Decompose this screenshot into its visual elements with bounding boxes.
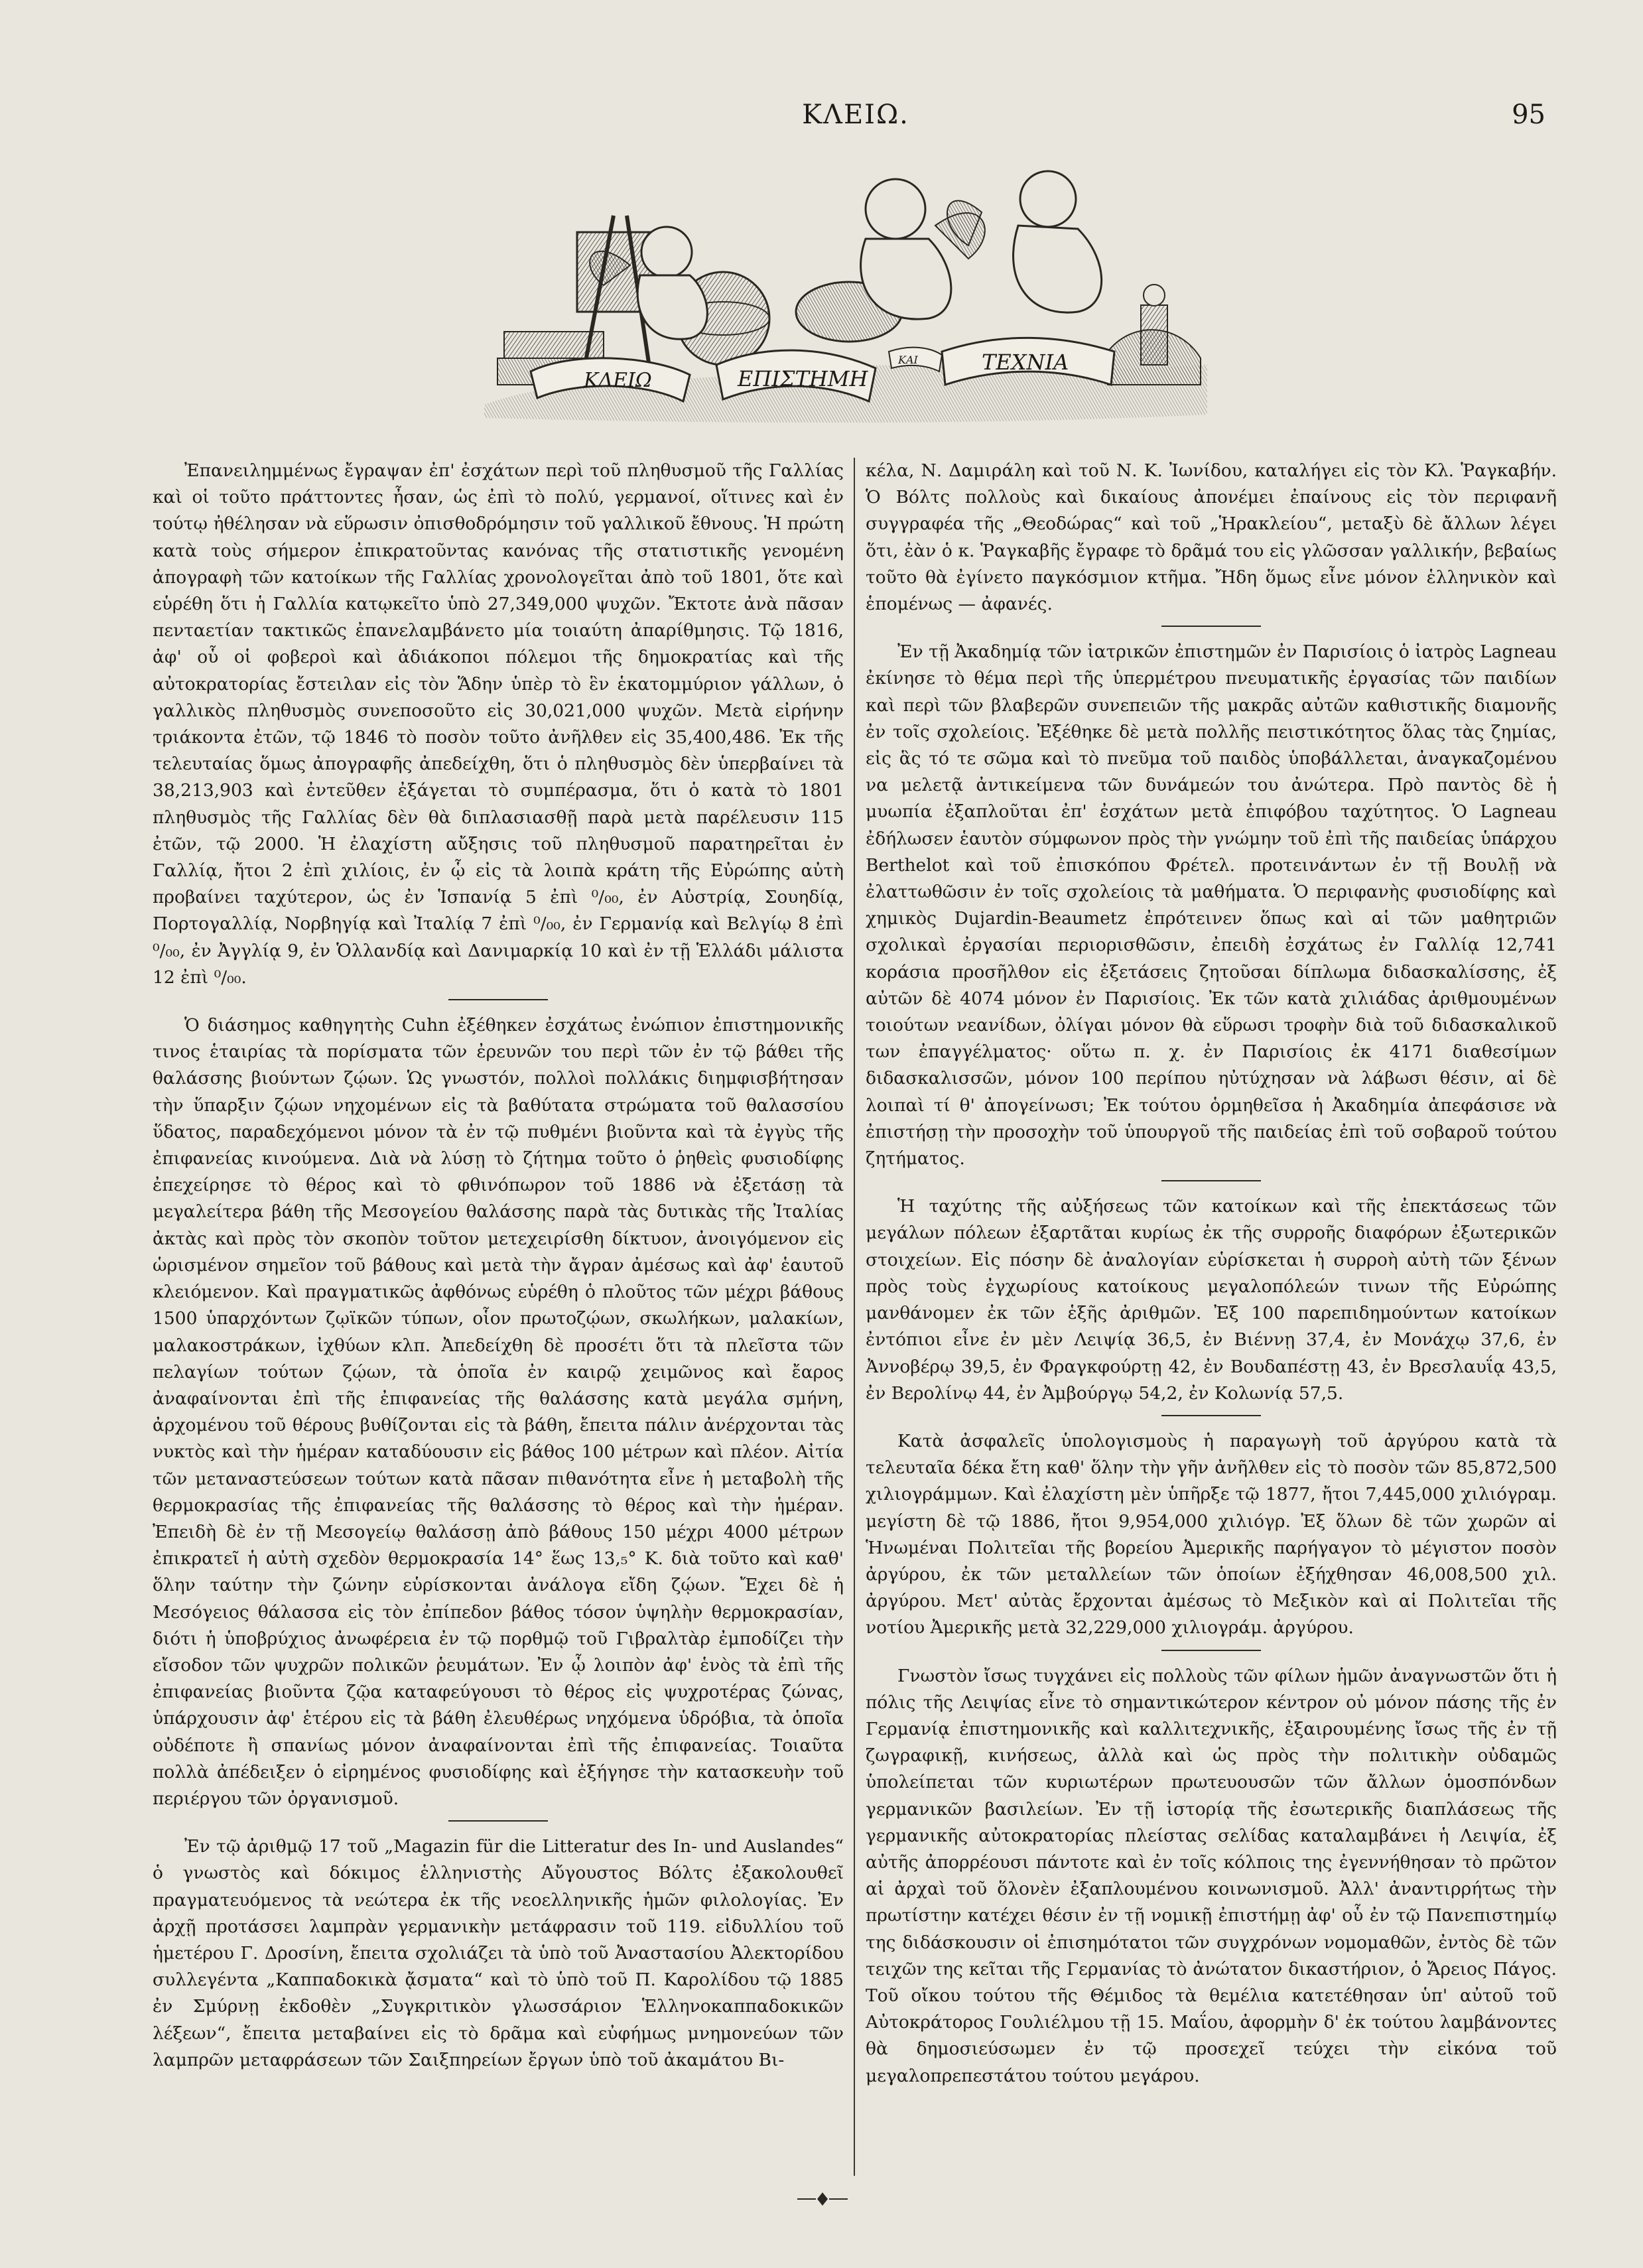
- article-boltz-continued: κέλα, Ν. Δαμιράλη καὶ τοῦ Ν. Κ. Ἰωνίδου, καταλήγει εἰς τὸν Κλ. Ῥαγκαβήν. Ὁ Βόλτς πολλοὺς καὶ δικαίους ἀπονέμει ἐπαίνους εἰς τὸν περιφανῆ συγγραφέα τῆς „Θεοδώρας“ καὶ τοῦ „Ἡρακλείου“, μεταξὺ δὲ ἄλλων λέγει ὅτι, ἐὰν ὁ κ. Ῥαγκαβῆς ἔγραφε τὸ δρᾶμά του εἰς γλῶσσαν γαλλικήν, βεβαίως τοῦτο θὰ ἐγίνετο παγκόσμιον κτῆμα. Ἤδη ὅμως εἶνε μόνον ἑλληνικὸν καὶ ἑπομένως — ἀφανές.: [866, 460, 1557, 615]
- article-school-overwork: Ἐν τῇ Ἀκαδημίᾳ τῶν ἰατρικῶν ἐπιστημῶν ἐν Παρισίοις ὁ ἰατρὸς Lagneau ἐκίνησε τὸ θέμα περὶ τῆς ὑπερμέτρου πνευματικῆς ἐργασίας τῶν παιδίων καὶ περὶ τῶν βλαβερῶν συνεπειῶν τῆς μακρᾶς αὐτῶν καθιστικῆς διαμονῆς ἐν τοῖς σχολείοις. Ἐξέθηκε δὲ μετὰ πολλῆς πειστικότητος ὅλας τὰς ζημίας, εἰς ἃς τό τε σῶμα καὶ τὸ πνεῦμα τοῦ παιδὸς ὑποβάλλεται, ἀναγκαζομένου να μελετᾷ ἀντικείμενα τῶν δυνάμεών του ἀνώτερα. Πρὸ παντὸς δὲ ἡ μυωπία ἐξαπλοῦται ἐπ' ἐσχάτων μετὰ ἐπιφόβου ταχύτητος. Ὁ Lagneau ἐδήλωσεν ἑαυτὸν σύμφωνον πρὸς τὴν γνώμην τοῦ ἐπὶ τῆς παιδείας ὑπάρχου Berthelot καὶ τοῦ ἐπισκόπου Φρέτελ. προτεινάντων ἐν τῇ Βουλῇ νὰ ἐλαττωθῶσιν ἐν τοῖς σχολείοις τὰ μαθήματα. Ὁ περιφανὴς φυσιοδίφης καὶ χημικὸς Dujardin-Beaumetz ἐπρότεινεν ὅπως καὶ αἱ τῶν μαθητριῶν σχολικαὶ ἐργασίαι περιορισθῶσιν, ἐπειδὴ ἐσχάτως ἐν Γαλλίᾳ 12,741 κοράσια προσῆλθον εἰς ἐξετάσεις ζητοῦσαι δίπλωμα διδασκαλίσσης, ἐξ αὐτῶν δὲ 4074 μόνον ἐν Παρισίοις. Ἐκ τῶν κατὰ χιλιάδας ἀριθμουμένων τοιούτων νεανίδων, ὀλίγαι μόνον θὰ εὕρωσι τροφὴν διὰ τοῦ διδασκαλικοῦ των ἐπαγγέλματος· οὕτω π. χ. ἐν Παρισίοις ἐκ 4171 διαθεσίμων διδασκαλισσῶν, μόνον 100 περίπου ηὐτύχησαν νὰ λάβωσι θέσιν, αἱ δὲ λοιπαὶ τί θ' ἀπογείνωσι; Ἐκ τούτου ὁρμηθεῖσα ἡ Ἀκαδημία ἀπεφάσισε νὰ ἐπιστήσῃ τὴν προσοχὴν τοῦ ὑπουργοῦ τῆς παιδείας ἐπὶ τοῦ σοβαροῦ τούτου ζητήματος.: [866, 641, 1557, 1169]
- article-separator: [1161, 1180, 1261, 1181]
- article-separator: [1161, 1650, 1261, 1651]
- article-separator: [448, 1820, 548, 1822]
- column-divider: [854, 458, 855, 2176]
- ribbon-text-kleio: ΚΛΕΙΩ: [584, 369, 652, 392]
- article-deep-sea-fauna: Ὁ διάσημος καθηγητὴς Cuhn ἐξέθηκεν ἐσχάτως ἐνώπιον ἐπιστημονικῆς τινος ἑταιρίας τὰ πορίσματα τῶν ἐρευνῶν του περὶ τῶν ἐν τῷ βάθει τῆς θαλάσσης βιούντων ζῴων. Ὡς γνωστόν, πολλοὶ πολλάκις διημφισβήτησαν τὴν ὕπαρξιν ζῴων νηχομένων εἰς τὰ βαθύτατα στρώματα τοῦ θαλασσίου ὕδατος, παραδεχόμενοι μόνον τὰ ἐν τῷ πυθμένι βιοῦντα καὶ τὰ ἐγγὺς τῆς ἐπιφανείας κινούμενα. Διὰ νὰ λύσῃ τὸ ζήτημα τοῦτο ὁ ῥηθεὶς φυσιοδίφης ἐπεχείρησε τὸ θέρος καὶ τὸ φθινόπωρον τοῦ 1886 νὰ ἐξετάσῃ τὰ μεγαλείτερα βάθη τῆς Μεσογείου θαλάσσης παρὰ τὰς δυτικὰς τῆς Ἰταλίας ἀκτὰς καὶ πρὸς τὸν σκοπὸν τοῦτον μετεχειρίσθη δίκτυον, ἀνοιγόμενον εἰς ὡρισμένον σημεῖον τοῦ βάθους καὶ μετὰ τὴν ἄγραν ἀμέσως καὶ ἀφ' ἑαυτοῦ κλειόμενον. Καὶ πραγματικῶς ἀφθόνως εὑρέθη ὁ πλοῦτος τῶν μέχρι βάθους 1500 ὑπαρχόντων ζῳϊκῶν τύπων, οἷον πρωτοζῴων, σκωλήκων, μαλακίων, μαλακοστράκων, ἰχθύων κλπ. Ἀπεδείχθη δὲ προσέτι ὅτι τὰ πλεῖστα τῶν πελαγίων τούτων ζῴων, τὰ ὁποῖα ἐν καιρῷ χειμῶνος καὶ ἔαρος ἀναφαίνονται ἐπὶ τῆς ἐπιφανείας τῆς θαλάσσης κατὰ μεγάλα σμήνη, ἀρχομένου τοῦ θέρους βυθίζονται εἰς τὰ βάθη, ἔπειτα πάλιν ἀνέρχονται τὰς νυκτὸς καὶ τὴν ἡμέραν καταδύουσιν εἰς βάθος 100 μέτρων καὶ πλέον. Αἰτία τῶν μεταναστεύσεων τούτων κατὰ πᾶσαν πιθανότητα εἶνε ἡ μεταβολὴ τῆς θερμοκρασίας τῆς ἐπιφανείας τῆς θαλάσσης τὸ θέρος καὶ τὴν ἡμέραν. Ἐπειδὴ δὲ ἐν τῇ Μεσογείῳ θαλάσσῃ ἀπὸ βάθους 150 μέχρι 4000 μέτρων ἐπικρατεῖ ἡ αὐτὴ σχεδὸν θερμοκρασία 14° ἕως 13,₅° Κ. διὰ τοῦτο καὶ καθ' ὅλην ταύτην τὴν ζώνην εὑρίσκονται ἀνάλογα εἴδη ζῴων. Ἔχει δὲ ἡ Μεσόγειος θάλασσα εἰς τὸν ἐπίπεδον βάθος τόσον ὑψηλὴν θερμοκρασίαν, διότι ἡ ὑποβρύχιος ἀνωφέρεια ἐν τῷ πορθμῷ τοῦ Γιβραλτὰρ ἐμποδίζει τὴν εἴσοδον τῶν ψυχρῶν πολικῶν ῥευμάτων. Ἐν ᾧ λοιπὸν ἀφ' ἑνὸς τὰ ἐπὶ τῆς ἐπιφανείας βιοῦντα ζῷα καταφεύγουσι τὸ θέρος εἰς ψυχροτέρας ζώνας, ὑπάρχουσιν ἀφ' ἑτέρου εἰς τὰ βάθη ἐλευθέρως νηχόμενα ὑδρόβια, τὰ ὁποῖα οὐδέποτε ἢ σπανίως μόνον ἀναφαίνονται ἐπὶ τῆς ἐπιφανείας. Τοιαῦτα πολλὰ ἀπέδειξεν ὁ εἰρημένος φυσιοδίφης καὶ ἐξήγησε τὴν κατασκευὴν τοῦ περιέργου τῶν ὀργανισμοῦ.: [153, 1015, 844, 1809]
- article-silver-production: Κατὰ ἀσφαλεῖς ὑπολογισμοὺς ἡ παραγωγὴ τοῦ ἀργύρου κατὰ τὰ τελευταῖα δέκα ἔτη καθ' ὅλην τὴν γῆν ἀνῆλθεν εἰς τὸ ποσὸν τῶν 85,872,500 χιλιογράμμων. Καὶ ἐλαχίστη μὲν ὑπῆρξε τῷ 1877, ἤτοι 7,445,000 χιλιόγραμ. μεγίστη δὲ τῷ 1886, ἤτοι 9,954,000 χιλιόγρ. Ἐξ ὅλων δὲ τῶν χωρῶν αἱ Ἡνωμέναι Πολιτεῖαι τῆς βορείου Ἀμερικῆς παρήγαγον τὸ μέγιστον ποσὸν ἀργύρου, ἐκ τῶν μεταλλείων τῶν ὁποίων ἐξήχθησαν 46,008,500 χιλ. ἀργύρου. Μετ' αὐτὰς ἔρχονται ἀμέσως τὸ Μεξικὸν καὶ αἱ Πολιτεῖαι τῆς νοτίου Ἀμερικῆς μετὰ 32,229,000 χιλιογράμ. ἀργύρου.: [866, 1430, 1557, 1638]
- article-city-growth: Ἡ ταχύτης τῆς αὐξήσεως τῶν κατοίκων καὶ τῆς ἐπεκτάσεως τῶν μεγάλων πόλεων ἐξαρτᾶται κυρίως ἐκ τῆς συρροῆς διαφόρων ἐξωτερικῶν στοιχείων. Εἰς πόσην δὲ ἀναλογίαν εὑρίσκεται ἡ συρροὴ αὐτὴ τῶν ξένων πρὸς τοὺς ἐγχωρίους κατοίκους μεγαλοπόλεών τινων τῆς Εὐρώπης μανθάνομεν ἐκ τῶν ἑξῆς ἀριθμῶν. Ἐξ 100 παρεπιδημούντων κατοίκων ἐντόπιοι εἶνε ἐν μὲν Λειψίᾳ 36,5, ἐν Βιέννῃ 37,4, ἐν Μονάχῳ 37,6, ἐν Ἀννοβέρῳ 39,5, ἐν Φραγκφούρτῃ 42, ἐν Βουδαπέστῃ 43, ἐν Βρεσλαυΐᾳ 43,5, ἐν Βερολίνῳ 44, ἐν Ἀμβούργῳ 54,2, ἐν Κολωνίᾳ 57,5.: [866, 1196, 1557, 1404]
- article-separator: [1161, 626, 1261, 627]
- ribbon-text-episteme: ΕΠΙΣΤΗΜΗ: [738, 366, 868, 391]
- article-boltz-magazin: Ἐν τῷ ἀριθμῷ 17 τοῦ „Magazin für die Litteratur des In- und Auslandes“ ὁ γνωστὸς καὶ δόκιμος ἑλληνιστὴς Αὔγουστος Βόλτς ἐξακολουθεῖ πραγματευόμενος τὰ νεώτερα ἐκ τῆς νεοελληνικῆς ἡμῶν φιλολογίας. Ἐν ἀρχῇ προτάσσει λαμπρὰν γερμανικὴν μετάφρασιν τοῦ 119. εἰδυλλίου τοῦ ἡμετέρου Γ. Δροσίνη, ἔπειτα σχολιάζει τὰ ὑπὸ τοῦ Ἀναστασίου Ἀλεκτορίδου συλλεγέντα „Καππαδοκικὰ ᾄσματα“ καὶ τὸ ὑπὸ τοῦ Π. Καρολίδου τῷ 1885 ἐν Σμύρνῃ ἐκδοθὲν „Συγκριτικὸν γλωσσάριον Ἑλληνοκαππαδοκικῶν λέξεων“, ἔπειτα μεταβαίνει εἰς τὸ δρᾶμα καὶ εὐφήμως μνημονεύων τῶν λαμπρῶν μεταφράσεων τῶν Σαιξπηρείων ἔργων ὑπὸ τοῦ ἀκαμάτου Βι-: [153, 1836, 844, 2070]
- ribbon-text-kai: ΚΑΙ: [898, 354, 918, 366]
- right-column: [866, 458, 1557, 2090]
- header-vignette-illustration: [478, 153, 1214, 428]
- running-title: ΚΛΕΙΩ.: [802, 100, 909, 130]
- page-number: 95: [1512, 100, 1545, 130]
- fleuron-ornament-icon: [796, 2189, 849, 2209]
- article-leipzig: Γνωστὸν ἴσως τυγχάνει εἰς πολλοὺς τῶν φίλων ἡμῶν ἀναγνωστῶν ὅτι ἡ πόλις τῆς Λειψίας εἶνε τὸ σημαντικώτερον κέντρον οὐ μόνον πάσης τῆς ἐν Γερμανίᾳ ἐπιστημονικῆς καὶ καλλιτεχνικῆς, ἐξαιρουμένης ἴσως τῆς ἐν τῇ ζωγραφικῇ, κινήσεως, ἀλλὰ καὶ ὡς πρὸς τὴν πολιτικὴν οὐδαμῶς ὑπολείπεται τῶν κυριωτέρων πρωτευουσῶν τῶν ἄλλων ὁμοσπόνδων γερμανικῶν βασιλείων. Ἐν τῇ ἱστορίᾳ τῆς ἐσωτερικῆς διαπλάσεως τῆς γερμανικῆς αὐτοκρατορίας πλείστας σελίδας καταλαμβάνει ἡ Λειψία, ἐξ αὐτῆς ἀπορρέουσι πάντοτε καὶ ἐν τοῖς κόλποις της ἐγεννήθησαν τὸ πρῶτον αἱ ἀρχαὶ τοῦ ὅλονὲν ἐξαπλουμένου κοινωνισμοῦ. Ἀλλ' ἀναντιρρήτως τὴν πρωτίστην κατέχει θέσιν ἐν τῇ νομικῇ ἐπιστήμῃ ἀφ' οὗ ἐν τῷ Πανεπιστημίῳ της διδάσκουσιν οἱ ἐπισημότατοι τῶν συγχρόνων νομομαθῶν, ἐντὸς δὲ τῶν τειχῶν της κεῖται τῆς Γερμανίας τὸ ἀνώτατον δικαστήριον, ὁ Ἄρειος Πάγος. Τοῦ οἴκου τούτου τῆς Θέμιδος τὰ θεμέλια κατετέθησαν ὑπ' αὐτοῦ τοῦ Αὐτοκράτορος Γουλιέλμου τῇ 15. Μαΐου, ἀφορμὴν δ' ἐκ τούτου λαμβάνοντες θὰ δημοσιεύσωμεν ἐν τῷ προσεχεῖ τεύχει τὴν εἰκόνα τοῦ μεγαλοπρεπεστάτου τούτου μεγάρου.: [866, 1665, 1557, 2086]
- article-separator: [448, 999, 548, 1000]
- left-column: [153, 458, 844, 2074]
- ribbon-text-techne: ΤΕΧΝΙΑ: [982, 350, 1069, 375]
- article-population-france: Ἐπανειλημμένως ἔγραψαν ἐπ' ἐσχάτων περὶ τοῦ πληθυσμοῦ τῆς Γαλλίας καὶ οἱ τοῦτο πράττοντες ἦσαν, ὡς ἐπὶ τὸ πολύ, γερμανοί, οἵτινες καὶ ἐν τούτῳ ἠθέλησαν νὰ εὕρωσιν ὀπισθοδρόμησιν τοῦ γαλλικοῦ ἔθνους. Ἡ πρώτη κατὰ τοὺς σήμερον ἐπικρατοῦντας κανόνας τῆς στατιστικῆς γενομένη ἀπογραφὴ τῶν κατοίκων τῆς Γαλλίας χρονολογεῖται ἀπὸ τοῦ 1801, ὅτε καὶ εὑρέθη ὅτι ἡ Γαλλία κατῳκεῖτο ὑπὸ 27,349,000 ψυχῶν. Ἔκτοτε ἀνὰ πᾶσαν πενταετίαν τακτικῶς ἐπανελαμβάνετο μία τοιαύτη ἀπαρίθμησις. Τῷ 1816, ἀφ' οὗ οἱ φοβεροὶ καὶ ἀδιάκοποι πόλεμοι τῆς δημοκρατίας καὶ τῆς αὐτοκρατορίας ἔστειλαν εἰς τὸν Ἅδην ὑπὲρ τὸ ἓν ἑκατομμύριον γάλλων, ὁ γαλλικὸς πληθυσμὸς συνεποσοῦτο εἰς 30,021,000 ψυχῶν. Μετὰ εἰρήνην τριάκοντα ἐτῶν, τῷ 1846 τὸ ποσὸν τοῦτο ἀνῆλθεν εἰς 35,400,486. Ἐκ τῆς τελευταίας ὅμως ἀπογραφῆς ἀπεδείχθη, ὅτι ὁ πληθυσμὸς δὲν ὑπερβαίνει τὰ 38,213,903 καὶ ἐντεῦθεν ἐξάγεται τὸ συμπέρασμα, ὅτι ὁ κατὰ τὸ 1801 πληθυσμὸς τῆς Γαλλίας δὲν θὰ διπλασιασθῇ παρὰ μετὰ παρέλευσιν 115 ἐτῶν, τῷ 2000. Ἡ ἐλαχίστη αὔξησις τοῦ πληθυσμοῦ παρατηρεῖται ἐν Γαλλίᾳ, ἤτοι 2 ἐπὶ χιλίοις, ἐν ᾧ εἰς τὰ λοιπὰ κράτη τῆς Εὐρώπης αὐτὴ προβαίνει ταχύτερον, ὡς ἐν Ἱσπανίᾳ 5 ἐπὶ ⁰/₀₀, ἐν Αὐστρίᾳ, Σουηδίᾳ, Πορτογαλλίᾳ, Νορβηγίᾳ καὶ Ἰταλίᾳ 7 ἐπὶ ⁰/₀₀, ἐν Γερμανίᾳ καὶ Βελγίῳ 8 ἐπὶ ⁰/₀₀, ἐν Ἀγγλίᾳ 9, ἐν Ὁλλανδίᾳ καὶ Δανιμαρκίᾳ 10 καὶ ἐν τῇ Ἑλλάδι μάλιστα 12 ἐπὶ ⁰/₀₀.: [153, 460, 844, 988]
- article-separator: [1161, 1415, 1261, 1416]
